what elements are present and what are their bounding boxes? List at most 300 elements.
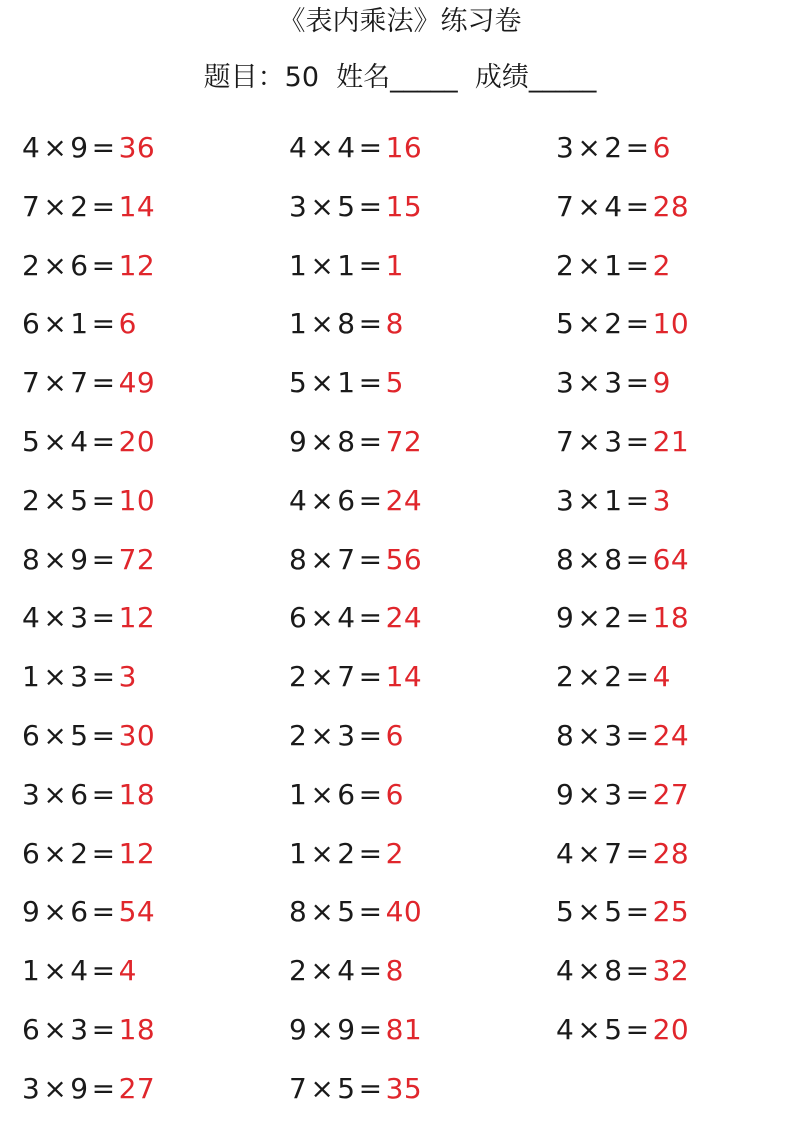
- multiplication-problem: [556, 891, 782, 950]
- equals-sign: =: [358, 836, 383, 870]
- factor-a: 4: [289, 131, 308, 164]
- multiplication-problem: [556, 421, 782, 480]
- problem-expression: [556, 660, 653, 693]
- equals-sign: =: [358, 601, 383, 635]
- times-sign: ×: [577, 718, 602, 752]
- factor-a: 5: [556, 307, 575, 341]
- equals-sign: =: [358, 660, 383, 694]
- equals-sign: =: [91, 189, 116, 223]
- problem-expression: [22, 307, 119, 340]
- problem-expression: [289, 307, 386, 340]
- equals-sign: =: [625, 248, 650, 282]
- equals-sign: =: [358, 718, 383, 752]
- equals-sign: =: [91, 954, 116, 988]
- times-sign: ×: [577, 542, 602, 576]
- times-sign: ×: [43, 307, 68, 341]
- problem-expression: [289, 366, 386, 399]
- factor-a: 1: [289, 777, 308, 811]
- problem-expression: [556, 425, 653, 458]
- multiplication-problem: [556, 656, 782, 715]
- factor-a: 4: [556, 1012, 575, 1046]
- equals-sign: =: [358, 189, 383, 223]
- factor-a: 9: [22, 895, 41, 929]
- problem-expression: [22, 601, 119, 634]
- equals-sign: =: [625, 131, 650, 164]
- worksheet-title: 《表内乘法》练习卷: [278, 6, 522, 37]
- factor-b: 2: [604, 131, 623, 164]
- problem-expression: [556, 366, 653, 399]
- problem-expression: [289, 778, 386, 811]
- factor-b: 6: [70, 248, 89, 282]
- factor-a: 3: [289, 189, 308, 223]
- worksheet-info-line: [0, 56, 800, 100]
- factor-b: 5: [70, 483, 89, 517]
- answer: 3: [118, 660, 137, 694]
- times-sign: ×: [43, 1012, 68, 1046]
- problem-expression: [556, 778, 653, 811]
- factor-b: 3: [604, 718, 623, 752]
- multiplication-problem: [22, 186, 289, 245]
- times-sign: ×: [577, 248, 602, 282]
- times-sign: ×: [43, 836, 68, 870]
- factor-a: 8: [22, 542, 41, 576]
- times-sign: ×: [577, 601, 602, 635]
- multiplication-problem: [22, 245, 289, 304]
- problem-expression: [289, 425, 386, 458]
- factor-a: 4: [22, 601, 41, 635]
- equals-sign: =: [91, 836, 116, 870]
- problem-expression: [22, 366, 119, 399]
- times-sign: ×: [310, 1012, 335, 1046]
- answer: 54: [118, 895, 156, 929]
- times-sign: ×: [43, 483, 68, 517]
- answer: 24: [652, 718, 690, 752]
- factor-a: 8: [556, 718, 575, 752]
- problem-expression: [289, 719, 386, 752]
- multiplication-problem: [22, 303, 289, 362]
- answer: 32: [652, 954, 690, 988]
- factor-a: 3: [556, 366, 575, 400]
- multiplication-problem: [22, 833, 289, 892]
- factor-b: 2: [604, 307, 623, 341]
- equals-sign: =: [625, 895, 650, 929]
- multiplication-problem: [289, 480, 556, 539]
- factor-a: 7: [22, 366, 41, 400]
- answer: 8: [385, 307, 404, 341]
- answer: 40: [385, 895, 423, 929]
- equals-sign: =: [91, 777, 116, 811]
- factor-a: 6: [289, 601, 308, 635]
- multiplication-problem: [289, 245, 556, 304]
- answer: 4: [118, 954, 137, 988]
- problem-expression: [22, 249, 119, 282]
- multiplication-problem: [289, 656, 556, 715]
- equals-sign: =: [358, 1012, 383, 1046]
- factor-a: 5: [22, 424, 41, 458]
- problem-expression: [22, 425, 119, 458]
- factor-b: 8: [337, 424, 356, 458]
- times-sign: ×: [310, 248, 335, 282]
- answer: 12: [118, 248, 156, 282]
- equals-sign: =: [358, 131, 383, 164]
- multiplication-problem: [22, 421, 289, 480]
- factor-b: 4: [337, 601, 356, 635]
- equals-sign: =: [91, 248, 116, 282]
- factor-a: 8: [289, 542, 308, 576]
- times-sign: ×: [310, 424, 335, 458]
- factor-b: 6: [70, 777, 89, 811]
- factor-a: 9: [289, 1012, 308, 1046]
- multiplication-problem: [556, 362, 782, 421]
- factor-b: 5: [337, 1071, 356, 1105]
- equals-sign: =: [91, 1012, 116, 1046]
- factor-b: 9: [337, 1012, 356, 1046]
- factor-b: 3: [70, 660, 89, 694]
- problem-expression: [556, 131, 653, 164]
- multiplication-problem: [289, 539, 556, 598]
- multiplication-problem: [556, 127, 782, 186]
- times-sign: ×: [577, 954, 602, 988]
- answer: 56: [385, 542, 423, 576]
- factor-a: 6: [22, 836, 41, 870]
- equals-sign: =: [91, 307, 116, 341]
- problem-expression: [289, 190, 386, 223]
- factor-a: 6: [22, 1012, 41, 1046]
- answer: 24: [385, 483, 423, 517]
- factor-b: 3: [70, 1012, 89, 1046]
- problem-expression: [556, 895, 653, 928]
- equals-sign: =: [358, 424, 383, 458]
- multiplication-problem: [556, 833, 782, 892]
- answer: 30: [118, 718, 156, 752]
- answer: 20: [118, 424, 156, 458]
- times-sign: ×: [43, 954, 68, 988]
- multiplication-problem: [556, 186, 782, 245]
- equals-sign: =: [625, 660, 650, 694]
- factor-b: 3: [70, 601, 89, 635]
- answer: 12: [118, 601, 156, 635]
- factor-a: 7: [22, 189, 41, 223]
- times-sign: ×: [310, 483, 335, 517]
- factor-a: 7: [289, 1071, 308, 1105]
- factor-b: 7: [604, 836, 623, 870]
- factor-a: 4: [289, 483, 308, 517]
- factor-b: 2: [604, 601, 623, 635]
- factor-b: 6: [70, 895, 89, 929]
- multiplication-problem: [22, 480, 289, 539]
- problem-expression: [22, 660, 119, 693]
- multiplication-problem: [289, 950, 556, 1009]
- answer: 8: [385, 954, 404, 988]
- factor-a: 9: [556, 601, 575, 635]
- times-sign: ×: [310, 718, 335, 752]
- factor-a: 5: [289, 366, 308, 400]
- factor-b: 5: [337, 189, 356, 223]
- factor-b: 2: [604, 660, 623, 694]
- answer: 28: [652, 836, 690, 870]
- multiplication-problem: [289, 303, 556, 362]
- times-sign: ×: [577, 836, 602, 870]
- times-sign: ×: [310, 660, 335, 694]
- problem-expression: [556, 1013, 653, 1046]
- times-sign: ×: [310, 189, 335, 223]
- factor-b: 1: [70, 307, 89, 341]
- answer: 72: [118, 542, 156, 576]
- answer: 35: [385, 1071, 423, 1105]
- problem-expression: [556, 954, 653, 987]
- problem-expression: [556, 837, 653, 870]
- problem-expression: [289, 895, 386, 928]
- factor-b: 9: [70, 542, 89, 576]
- equals-sign: =: [625, 366, 650, 400]
- multiplication-problem: [289, 891, 556, 950]
- equals-sign: =: [91, 483, 116, 517]
- factor-b: 5: [337, 895, 356, 929]
- problem-expression: [289, 484, 386, 517]
- times-sign: ×: [310, 601, 335, 635]
- answer: 28: [652, 189, 690, 223]
- factor-b: 9: [70, 131, 89, 164]
- problem-expression: [22, 837, 119, 870]
- answer: 16: [385, 131, 423, 164]
- factor-b: 4: [337, 954, 356, 988]
- factor-b: 6: [337, 777, 356, 811]
- equals-sign: =: [91, 1071, 116, 1105]
- problem-expression: [556, 484, 653, 517]
- multiplication-problem: [22, 127, 289, 186]
- multiplication-problem: [556, 245, 782, 304]
- times-sign: ×: [310, 307, 335, 341]
- equals-sign: =: [91, 601, 116, 635]
- times-sign: ×: [310, 542, 335, 576]
- factor-a: 2: [22, 483, 41, 517]
- times-sign: ×: [43, 1071, 68, 1105]
- times-sign: ×: [310, 777, 335, 811]
- answer: 3: [652, 483, 671, 517]
- factor-a: 5: [556, 895, 575, 929]
- problem-expression: [289, 131, 386, 164]
- problem-expression: [22, 131, 119, 164]
- problem-expression: [556, 601, 653, 634]
- times-sign: ×: [310, 366, 335, 400]
- problem-expression: [22, 1013, 119, 1046]
- answer: 24: [385, 601, 423, 635]
- equals-sign: =: [91, 660, 116, 694]
- times-sign: ×: [577, 895, 602, 929]
- answer: 21: [652, 424, 690, 458]
- equals-sign: =: [91, 366, 116, 400]
- times-sign: ×: [310, 895, 335, 929]
- times-sign: ×: [43, 601, 68, 635]
- problem-expression: [22, 954, 119, 987]
- factor-a: 3: [22, 777, 41, 811]
- problem-expression: [289, 1072, 386, 1105]
- equals-sign: =: [625, 307, 650, 341]
- problem-expression: [289, 543, 386, 576]
- problem-expression: [556, 190, 653, 223]
- factor-a: 7: [556, 424, 575, 458]
- answer: 27: [118, 1071, 156, 1105]
- answer: 1: [385, 248, 404, 282]
- multiplication-problem: [22, 774, 289, 833]
- factor-a: 1: [22, 954, 41, 988]
- multiplication-problem: [556, 539, 782, 598]
- answer: 18: [652, 601, 690, 635]
- factor-b: 4: [70, 954, 89, 988]
- factor-b: 6: [337, 483, 356, 517]
- problem-expression: [22, 190, 119, 223]
- problem-expression: [289, 249, 386, 282]
- factor-b: 1: [604, 248, 623, 282]
- answer: 2: [652, 248, 671, 282]
- equals-sign: =: [625, 836, 650, 870]
- problem-expression: [556, 543, 653, 576]
- answer: 10: [118, 483, 156, 517]
- times-sign: ×: [43, 248, 68, 282]
- factor-a: 6: [22, 718, 41, 752]
- answer: 81: [385, 1012, 423, 1046]
- equals-sign: =: [358, 1071, 383, 1105]
- times-sign: ×: [43, 366, 68, 400]
- equals-sign: =: [358, 777, 383, 811]
- times-sign: ×: [577, 777, 602, 811]
- multiplication-problem: [289, 597, 556, 656]
- multiplication-problem: [22, 656, 289, 715]
- equals-sign: =: [358, 542, 383, 576]
- factor-b: 4: [337, 131, 356, 164]
- equals-sign: =: [91, 131, 116, 164]
- multiplication-problem: [556, 950, 782, 1009]
- factor-a: 2: [289, 718, 308, 752]
- answer: 6: [385, 718, 404, 752]
- score-field-label: 成绩_____: [474, 62, 597, 93]
- times-sign: ×: [310, 1071, 335, 1105]
- factor-b: 2: [337, 836, 356, 870]
- equals-sign: =: [358, 483, 383, 517]
- equals-sign: =: [358, 895, 383, 929]
- equals-sign: =: [625, 1012, 650, 1046]
- factor-b: 5: [604, 895, 623, 929]
- multiplication-problem: [289, 833, 556, 892]
- problem-expression: [556, 719, 653, 752]
- factor-a: 6: [22, 307, 41, 341]
- factor-b: 1: [337, 366, 356, 400]
- multiplication-problem: [289, 1068, 556, 1127]
- times-sign: ×: [577, 1012, 602, 1046]
- factor-a: 3: [556, 131, 575, 164]
- factor-b: 5: [604, 1012, 623, 1046]
- factor-a: 8: [289, 895, 308, 929]
- factor-b: 9: [70, 1071, 89, 1105]
- factor-a: 2: [289, 954, 308, 988]
- answer: 9: [652, 366, 671, 400]
- factor-a: 7: [556, 189, 575, 223]
- factor-a: 3: [22, 1071, 41, 1105]
- equals-sign: =: [625, 542, 650, 576]
- multiplication-problem: [556, 774, 782, 833]
- times-sign: ×: [43, 777, 68, 811]
- factor-a: 9: [556, 777, 575, 811]
- multiplication-problem: [22, 891, 289, 950]
- factor-a: 1: [289, 248, 308, 282]
- problem-expression: [289, 1013, 386, 1046]
- multiplication-problem: [22, 715, 289, 774]
- equals-sign: =: [625, 777, 650, 811]
- factor-a: 3: [556, 483, 575, 517]
- factor-b: 3: [604, 424, 623, 458]
- problem-expression: [289, 954, 386, 987]
- answer: 6: [385, 777, 404, 811]
- factor-b: 8: [337, 307, 356, 341]
- multiplication-problem: [556, 480, 782, 539]
- times-sign: ×: [577, 424, 602, 458]
- equals-sign: =: [358, 307, 383, 341]
- answer: 64: [652, 542, 690, 576]
- factor-b: 4: [70, 424, 89, 458]
- problem-expression: [22, 895, 119, 928]
- factor-a: 1: [289, 836, 308, 870]
- multiplication-problem: [289, 362, 556, 421]
- problem-grid: [22, 127, 782, 1127]
- equals-sign: =: [625, 601, 650, 635]
- times-sign: ×: [577, 307, 602, 341]
- equals-sign: =: [91, 542, 116, 576]
- times-sign: ×: [43, 718, 68, 752]
- equals-sign: =: [625, 954, 650, 988]
- answer: 25: [652, 895, 690, 929]
- problem-expression: [22, 484, 119, 517]
- times-sign: ×: [43, 895, 68, 929]
- problem-expression: [289, 837, 386, 870]
- factor-a: 2: [556, 248, 575, 282]
- answer: 6: [118, 307, 137, 341]
- factor-a: 2: [289, 660, 308, 694]
- problem-expression: [22, 719, 119, 752]
- answer: 10: [652, 307, 690, 341]
- multiplication-problem: [22, 362, 289, 421]
- answer: 2: [385, 836, 404, 870]
- multiplication-problem: [289, 715, 556, 774]
- times-sign: ×: [43, 424, 68, 458]
- equals-sign: =: [358, 248, 383, 282]
- times-sign: ×: [310, 836, 335, 870]
- name-field-label: 姓名_____: [336, 62, 458, 93]
- multiplication-problem: [556, 597, 782, 656]
- multiplication-problem: [289, 127, 556, 186]
- equals-sign: =: [91, 718, 116, 752]
- times-sign: ×: [43, 189, 68, 223]
- factor-a: 2: [22, 248, 41, 282]
- factor-b: 3: [604, 777, 623, 811]
- factor-a: 8: [556, 542, 575, 576]
- times-sign: ×: [577, 660, 602, 694]
- factor-b: 1: [337, 248, 356, 282]
- factor-b: 5: [70, 718, 89, 752]
- factor-a: 9: [289, 424, 308, 458]
- equals-sign: =: [625, 483, 650, 517]
- problem-count-label: 题目：50: [203, 62, 319, 93]
- factor-b: 7: [70, 366, 89, 400]
- multiplication-problem: [556, 1009, 782, 1068]
- multiplication-problem: [22, 1068, 289, 1127]
- factor-a: 4: [556, 836, 575, 870]
- multiplication-problem: [556, 715, 782, 774]
- times-sign: ×: [43, 131, 68, 164]
- multiplication-problem: [289, 1009, 556, 1068]
- factor-b: 7: [337, 542, 356, 576]
- factor-a: 1: [289, 307, 308, 341]
- equals-sign: =: [625, 718, 650, 752]
